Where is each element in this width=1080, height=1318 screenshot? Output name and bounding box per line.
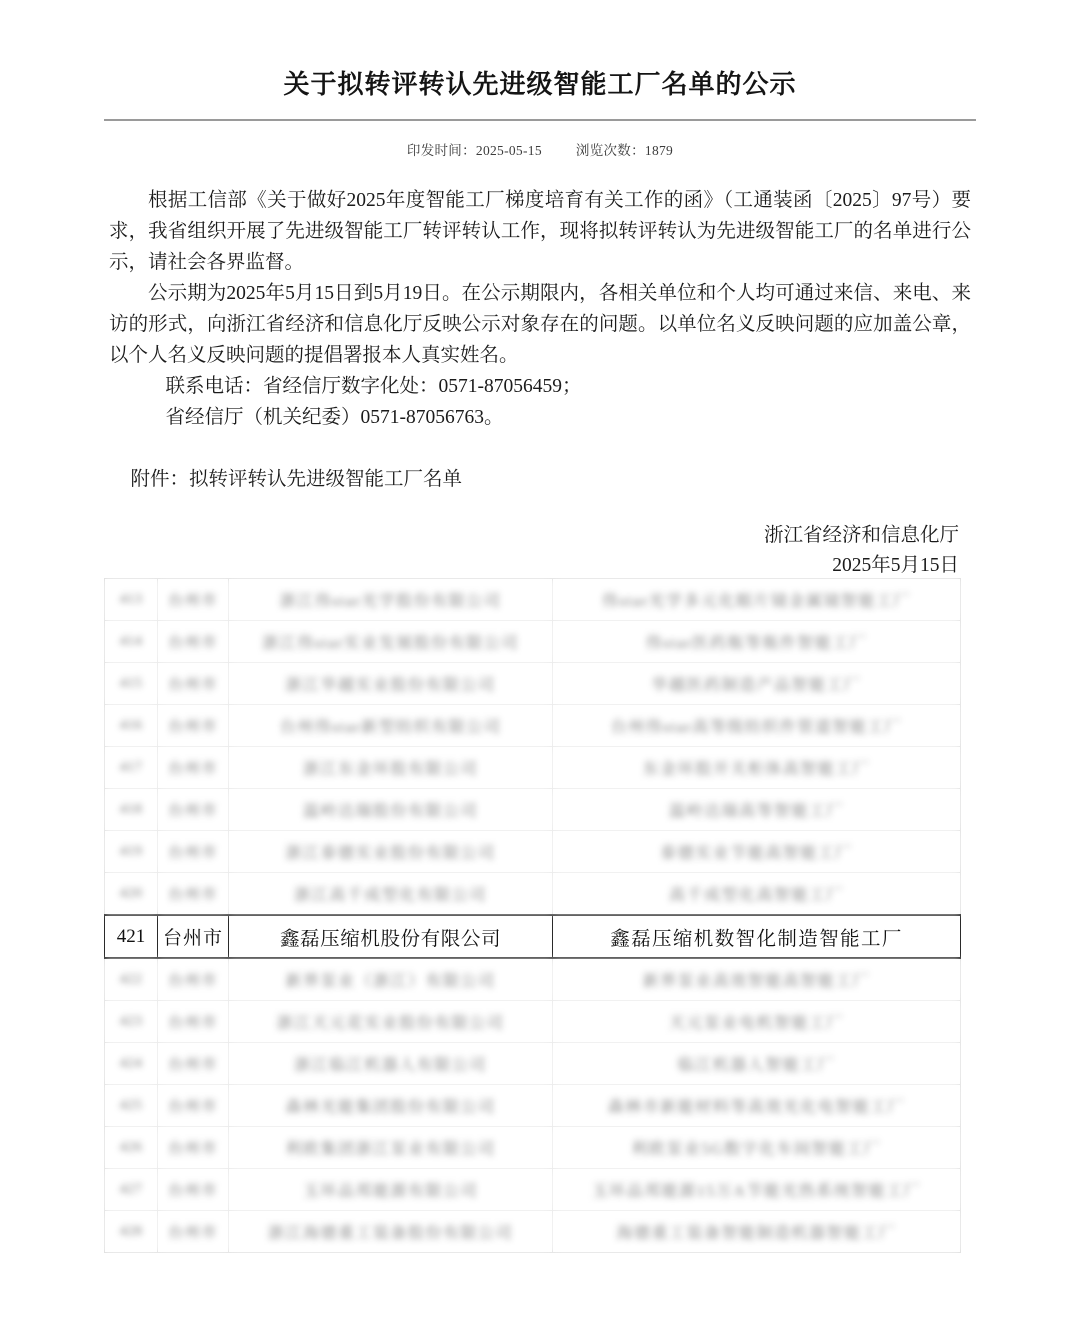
cell-factory: 鑫磊压缩机数智化制造智能工厂 — [553, 915, 961, 958]
cell-company: 利欧集团浙江泵业有限公司 — [229, 1127, 553, 1169]
table-row — [105, 1085, 961, 1127]
cell-index: 422 — [105, 958, 158, 1001]
cell-index: 415 — [105, 663, 158, 705]
cell-city: 台州市 — [158, 747, 229, 789]
cell-factory: 海德重工装备智能制造机器智能工厂 — [553, 1211, 961, 1253]
cell-factory: 高千成型化高智能工厂 — [553, 873, 961, 916]
cell-factory: 华越医药制造产品智能工厂 — [553, 663, 961, 705]
cell-index: 426 — [105, 1127, 158, 1169]
cell-company: 鑫磊压缩机股份有限公司 — [229, 915, 553, 958]
table-row — [105, 747, 961, 789]
cell-company: 浙江华越实业股份有限公司 — [229, 663, 553, 705]
cell-factory: 伟star光学多元化眼片镜金属镜智能工厂 — [553, 579, 961, 621]
cell-city: 台州市 — [158, 1127, 229, 1169]
cell-city: 台州市 — [158, 873, 229, 916]
issue-date-label: 印发时间： — [406, 143, 476, 158]
table-row — [105, 958, 961, 1001]
cell-factory: 泰德实业节能高智能工厂 — [553, 831, 961, 873]
cell-index: 427 — [105, 1169, 158, 1211]
cell-company: 浙江高千成型化有限公司 — [229, 873, 553, 916]
cell-index: 414 — [105, 621, 158, 663]
cell-company: 浙江泰德实业股份有限公司 — [229, 831, 553, 873]
cell-city: 台州市 — [158, 915, 229, 958]
cell-city: 台州市 — [158, 705, 229, 747]
table-row — [105, 873, 961, 916]
cell-factory: 临江机器人智能工厂 — [553, 1043, 961, 1085]
contact-line-discipline-committee: 省经信厅（机关纪委）0571-87056763。 — [165, 407, 504, 428]
table-row — [105, 705, 961, 747]
cell-factory: 天元泵业电机智能工厂 — [553, 1001, 961, 1043]
cell-city: 台州市 — [158, 958, 229, 1001]
table-row — [105, 831, 961, 873]
cell-index: 425 — [105, 1085, 158, 1127]
cell-factory: 新界泵业高效智能高智能工厂 — [553, 958, 961, 1001]
signature-date: 2025年5月15日 — [832, 555, 959, 576]
cell-factory: 森林市新能材料等高效光化电智能工厂 — [553, 1085, 961, 1127]
cell-factory: 东金环股开关柜体高智能工厂 — [553, 747, 961, 789]
document-body — [109, 185, 971, 495]
cell-city: 台州市 — [158, 1169, 229, 1211]
cell-factory: 台州伟star高等级纺织件管道智能工厂 — [553, 705, 961, 747]
page-title: 关于拟转评转认先进级智能工厂名单的公示 — [283, 70, 797, 99]
table-row — [105, 1001, 961, 1043]
cell-factory: 温岭达瑞高等智能工厂 — [553, 789, 961, 831]
cell-index: 419 — [105, 831, 158, 873]
signature-block — [109, 521, 971, 581]
table-row — [105, 579, 961, 621]
cell-index: 420 — [105, 873, 158, 916]
signature-department: 浙江省经济和信息化厅 — [763, 525, 959, 546]
cell-company: 台州伟star新型纺织有限公司 — [229, 705, 553, 747]
cell-city: 台州市 — [158, 1001, 229, 1043]
cell-index: 418 — [105, 789, 158, 831]
table-row — [105, 1169, 961, 1211]
cell-factory: 利欧泵业5G数字化车间智能工厂 — [553, 1127, 961, 1169]
cell-factory: 伟star医药瓶等瓶件智能工厂 — [553, 621, 961, 663]
cell-company: 浙江伟star光学股份有限公司 — [229, 579, 553, 621]
paragraph-publicity-period: 公示期为2025年5月15日到5月19日。在公示期限内，各相关单位和个人均可通过来信、来电、来访的形式，向浙江省经济和信息化厅反映公示对象存在的问题。以单位名义反映问题的应加盖公章，以个人名义反映问题的提倡署报本人真实姓名。 — [109, 283, 971, 366]
cell-company: 森林光能集团股份有限公司 — [229, 1085, 553, 1127]
cell-city: 台州市 — [158, 663, 229, 705]
cell-index: 417 — [105, 747, 158, 789]
cell-company: 新界泵业（浙江）有限公司 — [229, 958, 553, 1001]
cell-company: 浙江东金环股有限公司 — [229, 747, 553, 789]
attachment-line: 附件：拟转评转认先进级智能工厂名单 — [130, 469, 462, 490]
cell-company: 浙江海德重工装备股份有限公司 — [229, 1211, 553, 1253]
cell-company: 浙江临江机器人有限公司 — [229, 1043, 553, 1085]
body-spacer — [109, 433, 971, 464]
document-meta — [0, 139, 1080, 159]
cell-city: 台州市 — [158, 579, 229, 621]
table-row — [105, 789, 961, 831]
cell-city: 台州市 — [158, 1043, 229, 1085]
table-row — [105, 663, 961, 705]
cell-company: 玉环品邦能源有限公司 — [229, 1169, 553, 1211]
issue-date-value: 2025-05-15 — [475, 143, 542, 158]
cell-index: 421 — [105, 915, 158, 958]
view-count-value: 1879 — [644, 143, 674, 158]
cell-city: 台州市 — [158, 831, 229, 873]
table-row — [105, 915, 961, 958]
title-divider — [104, 119, 976, 121]
cell-index: 428 — [105, 1211, 158, 1253]
view-count-label: 浏览次数： — [575, 143, 645, 158]
cell-index: 423 — [105, 1001, 158, 1043]
contact-line-digital-office: 联系电话：省经信厅数字化处：0571-87056459； — [165, 376, 582, 397]
factory-list-body — [105, 579, 961, 1253]
cell-city: 台州市 — [158, 1211, 229, 1253]
table-row — [105, 1043, 961, 1085]
table-row — [105, 1127, 961, 1169]
table-row — [105, 621, 961, 663]
cell-factory: 玉环品邦能源15万A节能光热系统智能工厂 — [553, 1169, 961, 1211]
paragraph-background: 根据工信部《关于做好2025年度智能工厂梯度培育有关工作的函》（工通装函〔2025〕97号）要求，我省组织开展了先进级智能工厂转评转认工作，现将拟转评转认为先进级智能工厂的名单进行公示，请社会各界监督。 — [109, 190, 971, 273]
cell-company: 浙江天元花实业股份有限公司 — [229, 1001, 553, 1043]
cell-company: 浙江伟star实业发展股份有限公司 — [229, 621, 553, 663]
cell-city: 台州市 — [158, 621, 229, 663]
cell-city: 台州市 — [158, 1085, 229, 1127]
cell-index: 413 — [105, 579, 158, 621]
cell-index: 424 — [105, 1043, 158, 1085]
factory-list-table-wrap — [104, 578, 960, 1253]
cell-index: 416 — [105, 705, 158, 747]
factory-list-table — [104, 578, 961, 1253]
cell-city: 台州市 — [158, 789, 229, 831]
table-row — [105, 1211, 961, 1253]
cell-company: 温岭达瑞股份有限公司 — [229, 789, 553, 831]
